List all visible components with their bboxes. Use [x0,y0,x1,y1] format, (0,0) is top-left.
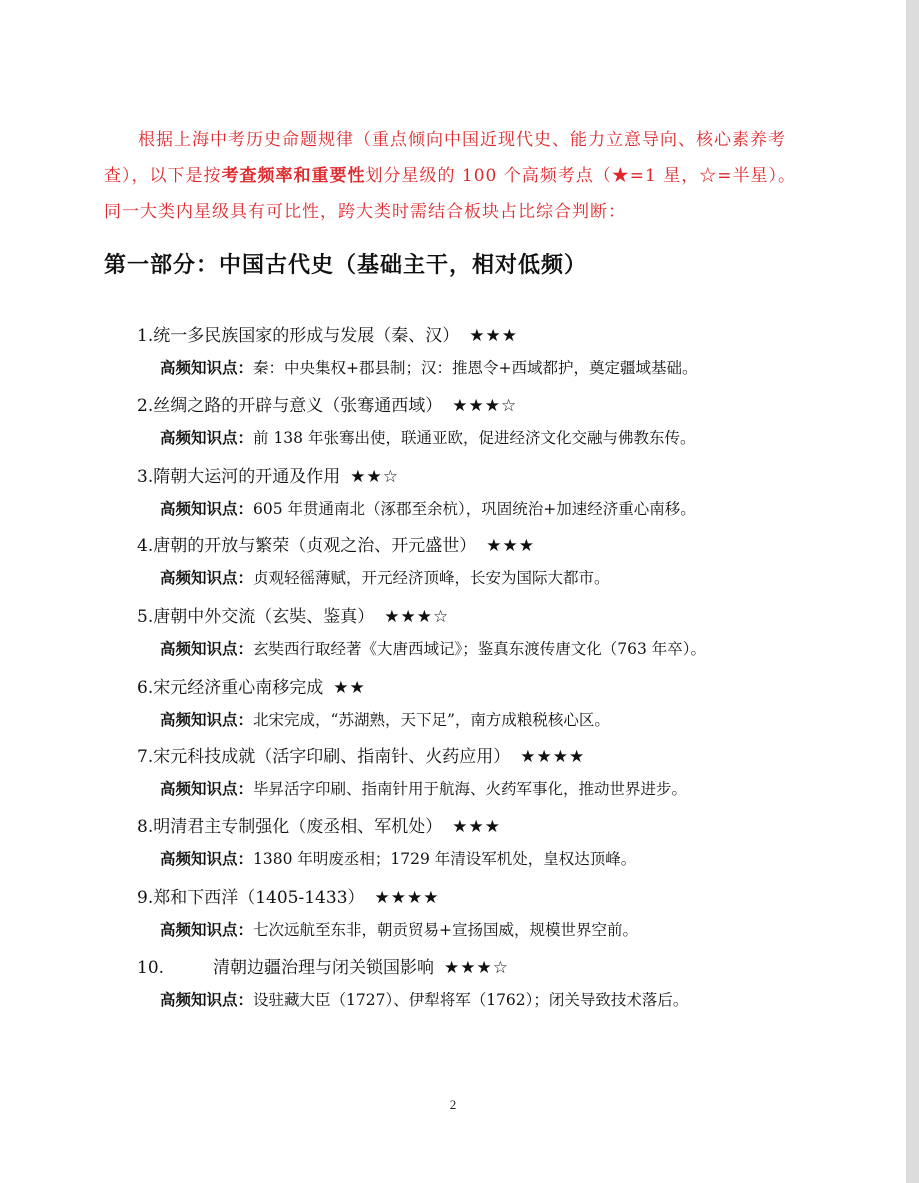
star-rating: ★★☆ [350,467,399,487]
star-rating: ★★★ [469,326,518,346]
page-number: 2 [449,1097,457,1112]
item-detail [160,847,636,869]
star-rating: ★★★ [486,536,535,556]
item-title [137,602,449,627]
item-title-text: 清朝边疆治理与闭关锁国影响 [213,958,434,978]
item-detail [160,918,638,940]
item-title [137,391,517,416]
detail-text: 毕昇活字印刷、指南针用于航海、火药军事化，推动世界进步。 [253,780,688,798]
intro-text-2: 划分星级的 100 个高频考点（★=1 星，☆=半星）。同一大类内星级具有可比性，跨大类时需结合板块占比综合判断： [104,166,796,222]
item-number: 3. [137,467,154,487]
item-detail [160,426,695,448]
item-detail [160,988,688,1010]
item-number: 4. [137,536,154,556]
detail-text: 605 年贯通南北（涿郡至余杭），巩固统治+加速经济重心南移。 [253,500,696,518]
star-rating: ★★ [333,678,366,698]
detail-text: 秦：中央集权+郡县制；汉：推恩令+西域都护，奠定疆域基础。 [253,359,698,377]
item-title [137,953,509,978]
item-number: 2. [137,396,154,416]
detail-label: 高频知识点： [160,428,254,447]
intro-bold-text: 考查频率和重要性 [221,166,366,186]
detail-label: 高频知识点： [160,920,254,939]
detail-label: 高频知识点： [160,358,254,377]
viewer-edge [906,0,919,1183]
item-title [137,742,585,767]
item-title [137,673,366,698]
item-number: 5. [137,607,154,627]
detail-text: 设驻藏大臣（1727）、伊犁将军（1762）；闭关导致技术落后。 [253,991,689,1009]
item-title-text: 宋元经济重心南移完成 [153,678,324,698]
item-number: 10. [137,958,165,978]
detail-label: 高频知识点： [160,568,254,587]
item-detail [160,637,706,659]
intro-paragraph [104,122,804,230]
detail-text: 玄奘西行取经著《大唐西域记》；鉴真东渡传唐文化（763 年卒）。 [253,640,707,658]
star-rating: ★★★★ [520,747,586,767]
item-number: 8. [137,817,154,837]
detail-label: 高频知识点： [160,849,254,868]
item-title-text: 隋朝大运河的开通及作用 [153,467,341,487]
detail-text: 1380 年明废丞相；1729 年清设军机处，皇权达顶峰。 [253,850,637,868]
item-title-text: 丝绸之路的开辟与意义（张骞通西域） [153,396,443,416]
star-rating: ★★★ [452,817,501,837]
section-title: 第一部分：中国古代史（基础主干，相对低频） [104,253,588,278]
star-rating: ★★★☆ [452,396,518,416]
item-title [137,883,439,908]
detail-label: 高频知识点： [160,499,254,518]
item-title-text: 唐朝中外交流（玄奘、鉴真） [153,607,375,627]
item-number: 9. [137,888,154,908]
detail-label: 高频知识点： [160,990,254,1009]
star-rating: ★★★☆ [444,958,509,978]
detail-text: 前 138 年张骞出使，联通亚欧，促进经济文化交融与佛教东传。 [253,429,696,447]
detail-label: 高频知识点： [160,710,254,729]
item-number: 1. [137,326,154,346]
item-detail [160,356,698,378]
intro-text-1: 根据上海中考历史命题规律（重点倾向中国近现代史、能力立意导向、核心素养考查），以下是按 [104,130,786,186]
detail-label: 高频知识点： [160,779,254,798]
item-detail [160,497,696,519]
item-detail [160,777,687,799]
detail-text: 贞观轻徭薄赋，开元经济顶峰，长安为国际大都市。 [253,569,610,587]
item-title [137,531,535,556]
item-title-text: 统一多民族国家的形成与发展（秦、汉） [153,326,460,346]
detail-text: 北宋完成，“苏湖熟，天下足”，南方成粮税核心区。 [253,711,610,729]
detail-text: 七次远航至东非，朝贡贸易+宣扬国威，规模世界空前。 [253,921,639,939]
item-detail [160,708,610,730]
detail-label: 高频知识点： [160,639,254,658]
item-title [137,462,399,487]
item-number: 6. [137,678,154,698]
star-rating: ★★★☆ [384,607,450,627]
star-rating: ★★★★ [374,888,440,908]
item-detail [160,566,610,588]
item-title-text: 唐朝的开放与繁荣（贞观之治、开元盛世） [153,536,477,556]
item-title-text: 明清君主专制强化（废丞相、军机处） [153,817,443,837]
item-title [137,321,518,346]
item-title-text: 郑和下西洋（1405-1433） [153,888,365,908]
item-number: 7. [137,747,154,767]
item-title-text: 宋元科技成就（活字印刷、指南针、火药应用） [153,747,511,767]
item-title [137,812,501,837]
